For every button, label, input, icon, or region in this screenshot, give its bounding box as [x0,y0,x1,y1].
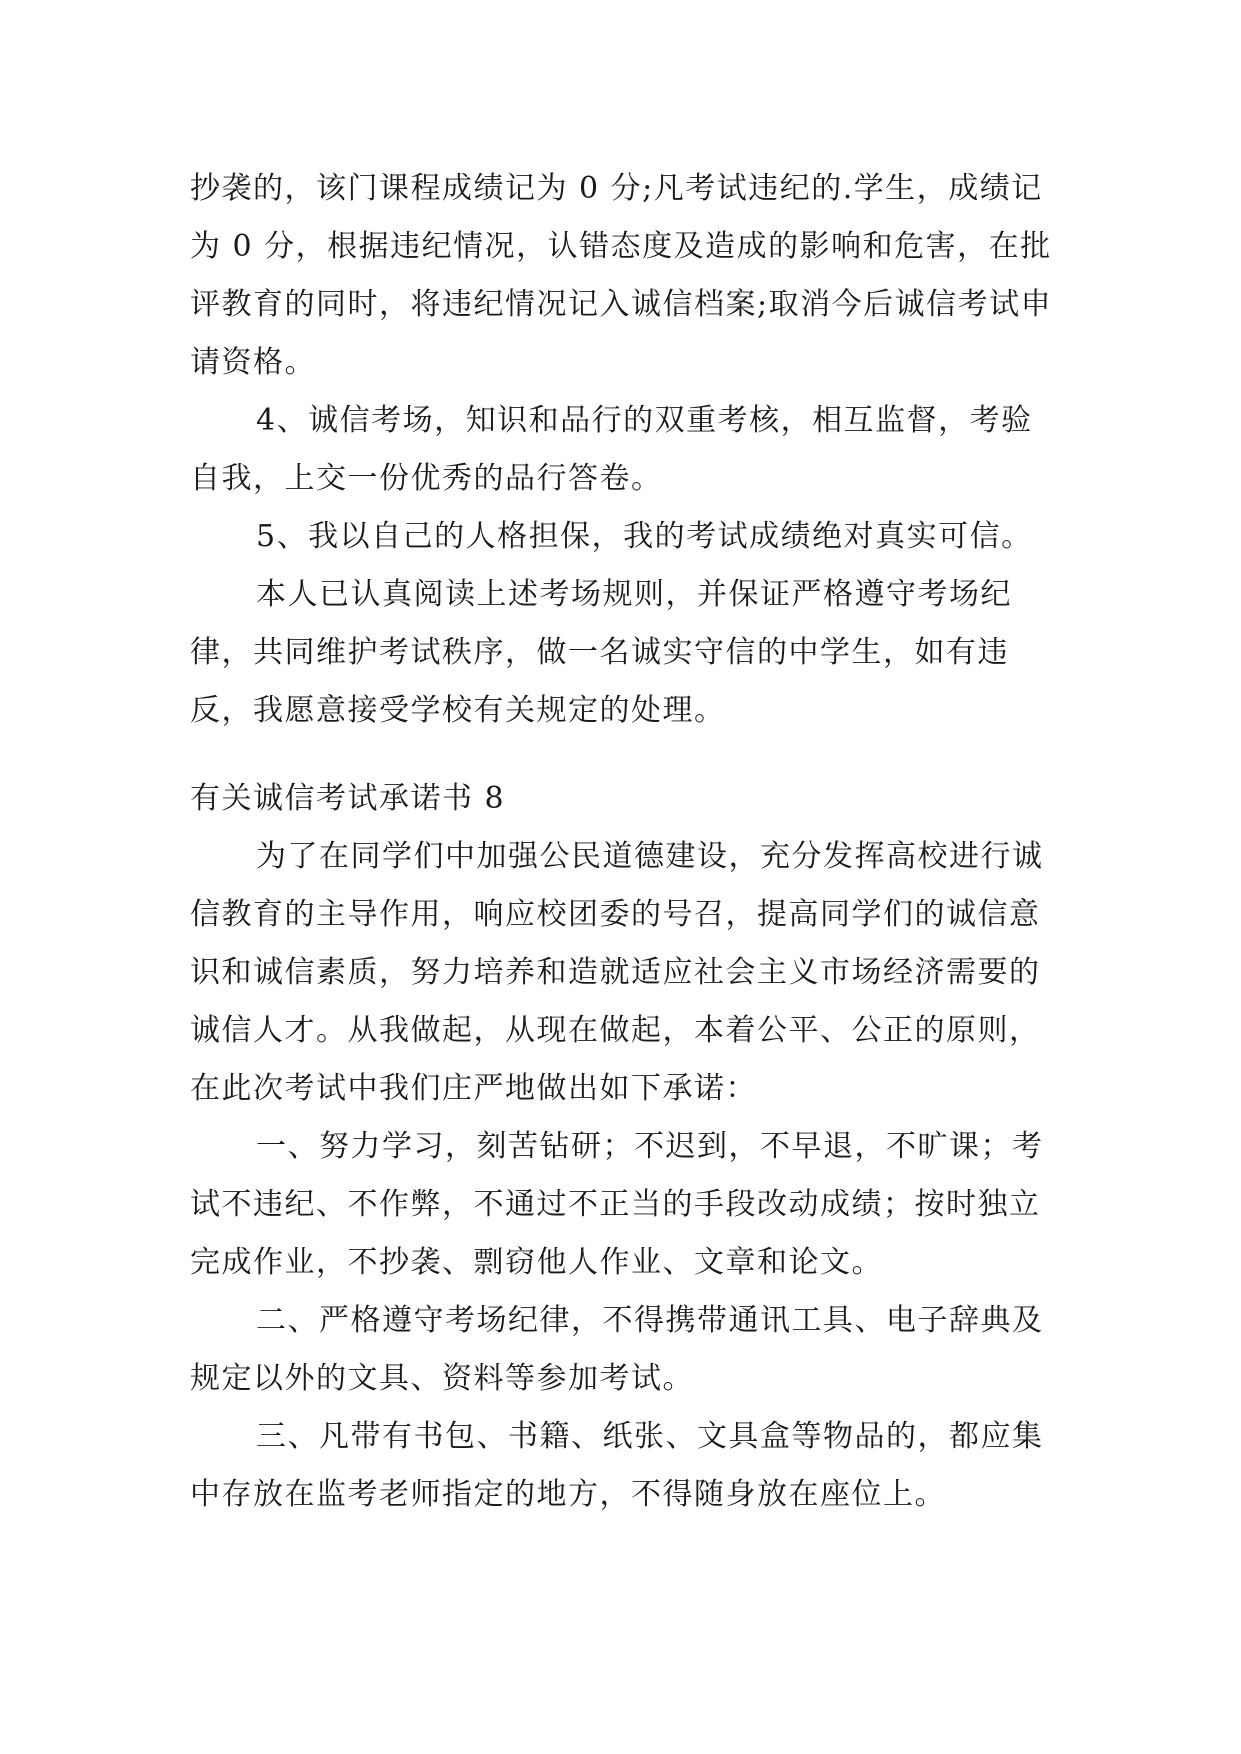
paragraph-item-5: 5、我以自己的人格担保，我的考试成绩绝对真实可信。 [256,519,1033,554]
paragraph-continuation: 抄袭的，该门课程成绩记为 0 分;凡考试违纪的.学生，成绩记为 0 分，根据违纪情况，认错态度及造成的影响和危害，在批评教育的同时，将违纪情况记入诚信档案;取消今后诚信考试申请资格。 [190,171,1053,380]
section-heading: 有关诚信考试承诺书 8 [190,781,506,816]
section-pledge-8 [190,770,1060,1524]
paragraph-intro: 为了在同学们中加强公民道德建设，充分发挥高校进行诚信教育的主导作用，响应校团委的号召，提高同学们的诚信意识和诚信素质，努力培养和造就适应社会主义市场经济需要的诚信人才。从我做起，从现在做起，本着公平、公正的原则，在此次考试中我们庄严地做出如下承诺： [190,839,1044,1106]
paragraph-item-3: 三、凡带有书包、书籍、纸张、文具盒等物品的，都应集中存放在监考老师指定的地方，不得随身放在座位上。 [190,1419,1044,1512]
paragraph-item-2: 二、严格遵守考场纪律，不得携带通讯工具、电子辞典及规定以外的文具、资料等参加考试。 [190,1303,1044,1396]
paragraph-item-4: 4、诚信考场，知识和品行的双重考核，相互监督，考验自我，上交一份优秀的品行答卷。 [190,403,1033,496]
paragraph-closing: 本人已认真阅读上述考场规则，并保证严格遵守考场纪律，共同维护考试秩序，做一名诚实守信的中学生，如有违反，我愿意接受学校有关规定的处理。 [190,577,1012,728]
paragraph-item-1: 一、努力学习，刻苦钻研；不迟到，不早退，不旷课；考试不违纪、不作弊，不通过不正当的手段改动成绩；按时独立完成作业，不抄袭、剽窃他人作业、文章和论文。 [190,1129,1044,1280]
section-continuation [190,160,1060,740]
